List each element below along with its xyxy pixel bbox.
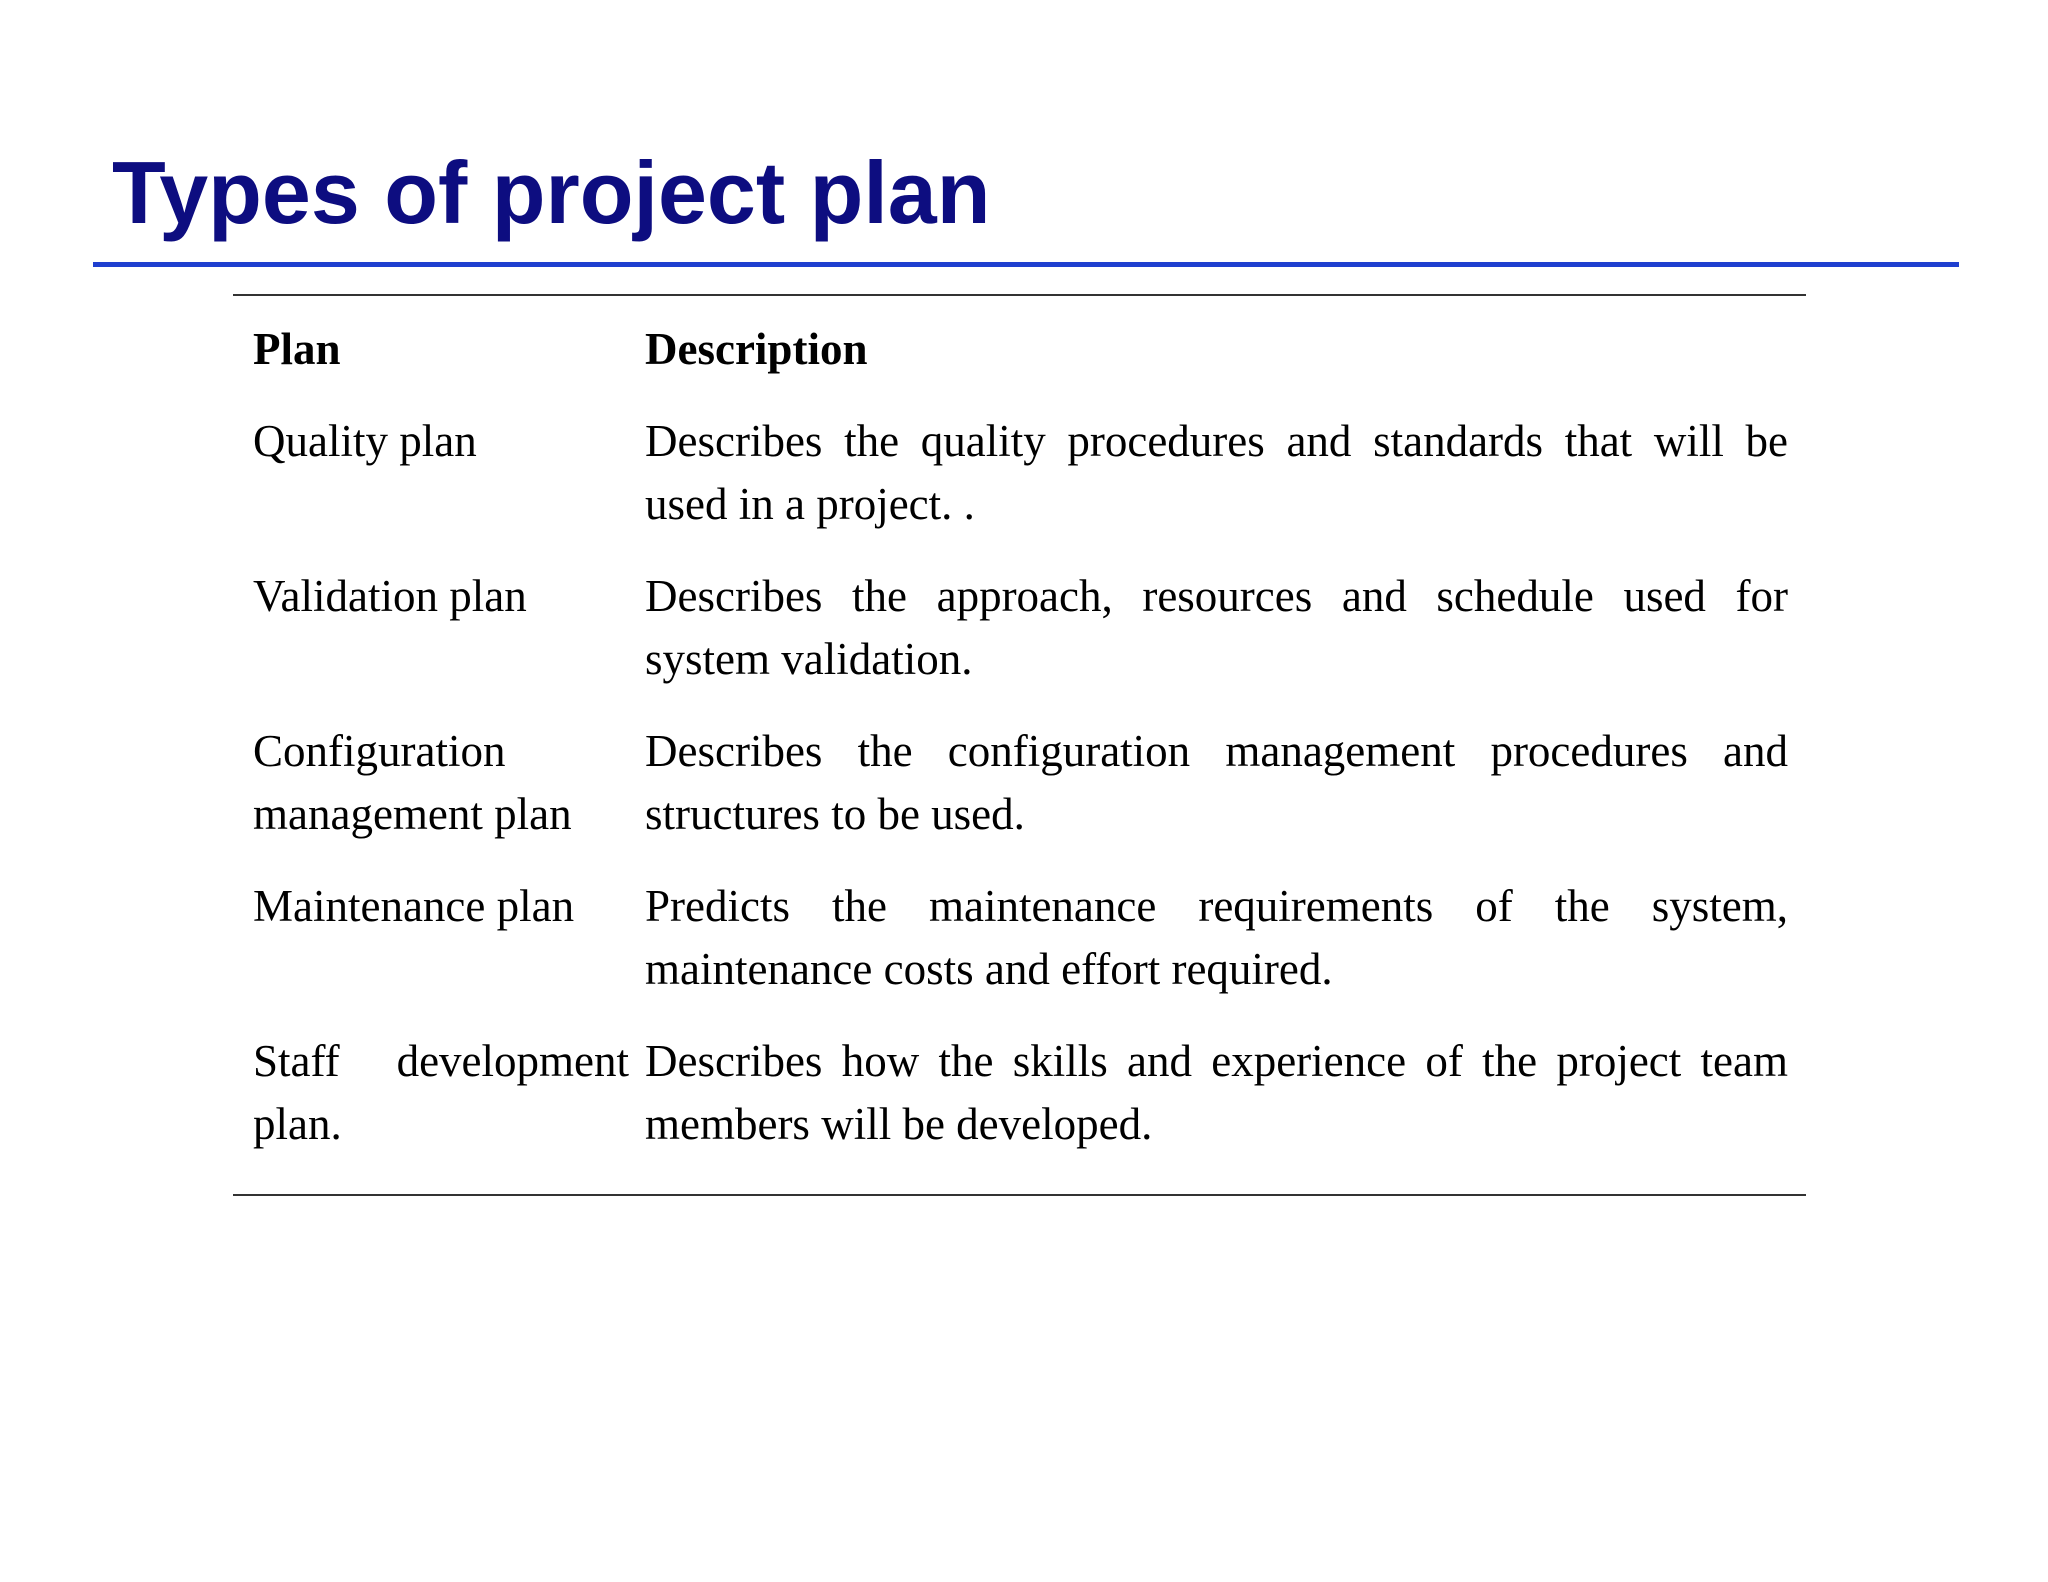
plan-name: Validation plan — [253, 571, 527, 621]
table-row — [233, 1030, 1806, 1185]
title-underline — [93, 262, 1959, 267]
plan-description: Predicts the maintenance requirements of the system, maintenance costs and effort required. — [645, 881, 1788, 994]
plan-name: Configuration management plan — [253, 726, 572, 839]
plan-table — [233, 318, 1806, 1185]
plan-description: Describes the approach, resources and schedule used for system validation. — [645, 571, 1788, 684]
table-header-row — [233, 318, 1806, 410]
plan-name: Quality plan — [253, 416, 477, 466]
table-bottom-rule — [233, 1194, 1806, 1196]
plan-name: Staff development plan. — [253, 1036, 629, 1149]
table-row — [233, 410, 1806, 565]
page-title: Types of project plan — [112, 143, 991, 242]
table-top-rule — [233, 294, 1806, 296]
plan-description: Describes the quality procedures and standards that will be used in a project. . — [645, 416, 1788, 529]
table-row — [233, 565, 1806, 720]
column-header-description: Description — [645, 324, 868, 374]
table-row — [233, 875, 1806, 1030]
plan-description: Describes the configuration management procedures and structures to be used. — [645, 726, 1788, 839]
column-header-plan: Plan — [253, 324, 341, 374]
plan-description: Describes how the skills and experience of the project team members will be developed. — [645, 1036, 1788, 1149]
table-row — [233, 720, 1806, 875]
plan-name: Maintenance plan — [253, 881, 575, 931]
